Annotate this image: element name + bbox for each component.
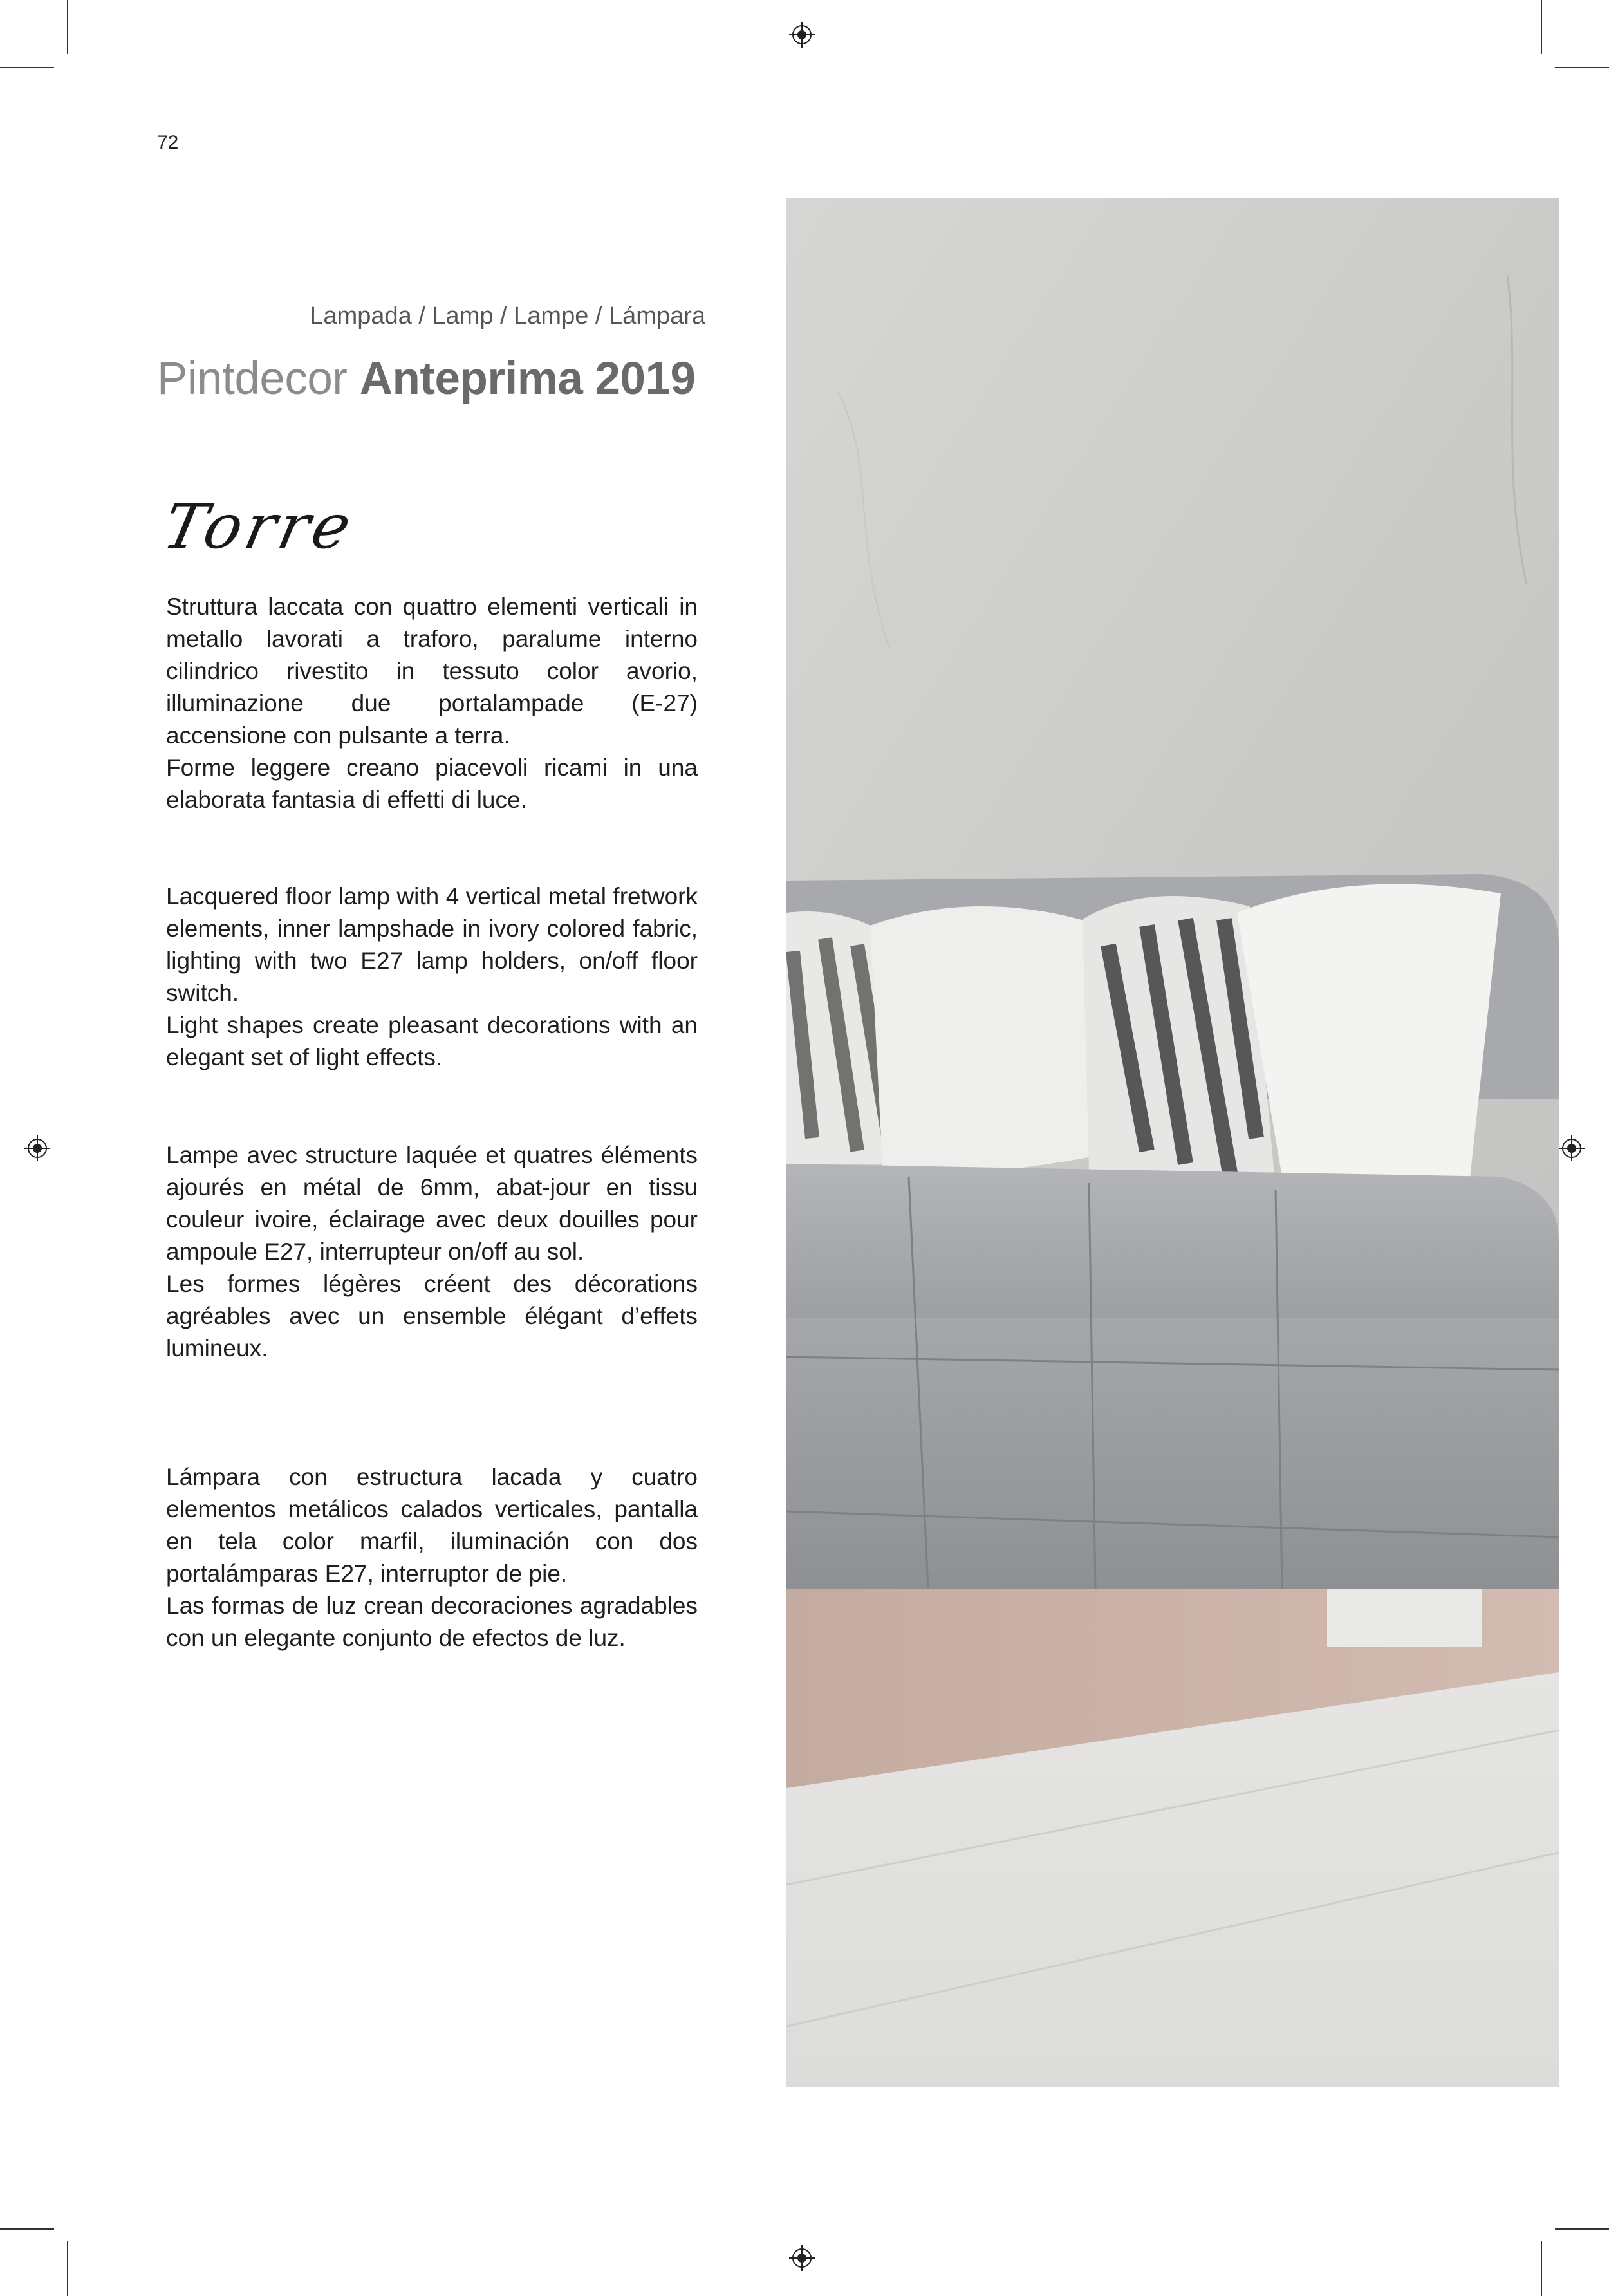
description-paragraph: Struttura laccata con quattro elementi verticali in metallo lavorati a traforo, paralume interno cilindrico rivestito in tessuto color avorio, illuminazione due portalampade (E-27) accensione con pulsante a terra. [166, 593, 698, 749]
registration-mark-icon [1559, 1135, 1585, 1161]
page-number: 72 [157, 132, 179, 153]
description-paragraph: Lámpara con estructura lacada y cuatro elementos metálicos calados verticales, pantalla en tela color marfil, iluminación con dos portalámparas E27, interruptor de pie. [166, 1464, 698, 1587]
registration-mark-icon [789, 22, 815, 48]
description-paragraph: Lacquered floor lamp with 4 vertical metal fretwork elements, inner lampshade in ivory colored fabric, lighting with two E27 lamp holders, on/off floor switch. [166, 883, 698, 1006]
description-paragraph: Forme leggere creano piacevoli ricami in una elaborata fantasia di effetti di luce. [166, 754, 698, 813]
description-english [166, 881, 698, 1074]
registration-mark-icon [789, 2245, 815, 2271]
description-paragraph: Las formas de luz crean decoraciones agradables con un elegante conjunto de efectos de luz. [166, 1592, 698, 1651]
product-photo [786, 198, 1559, 2087]
sofa-interior-image [786, 198, 1559, 2087]
description-italian [166, 591, 698, 816]
registration-mark-icon [24, 1135, 50, 1161]
category-line: Lampada / Lamp / Lampe / Lámpara [310, 303, 705, 330]
description-paragraph: Light shapes create pleasant decorations with an elegant set of light effects. [166, 1012, 698, 1070]
description-paragraph: Lampe avec structure laquée et quatres éléments ajourés en métal de 6mm, abat-jour en tissu couleur ivoire, éclairage avec deux douilles pour ampoule E27, interrupteur on/off au sol. [166, 1142, 698, 1265]
collection-name: Anteprima 2019 [359, 353, 696, 404]
description-french [166, 1139, 698, 1365]
description-paragraph: Les formes légères créent des décorations agréables avec un ensemble élégant d’effets lumineux. [166, 1271, 698, 1361]
product-name: Torre [157, 490, 361, 563]
page-title [157, 353, 695, 405]
brand-name: Pintdecor [157, 353, 360, 404]
description-spanish [166, 1461, 698, 1654]
